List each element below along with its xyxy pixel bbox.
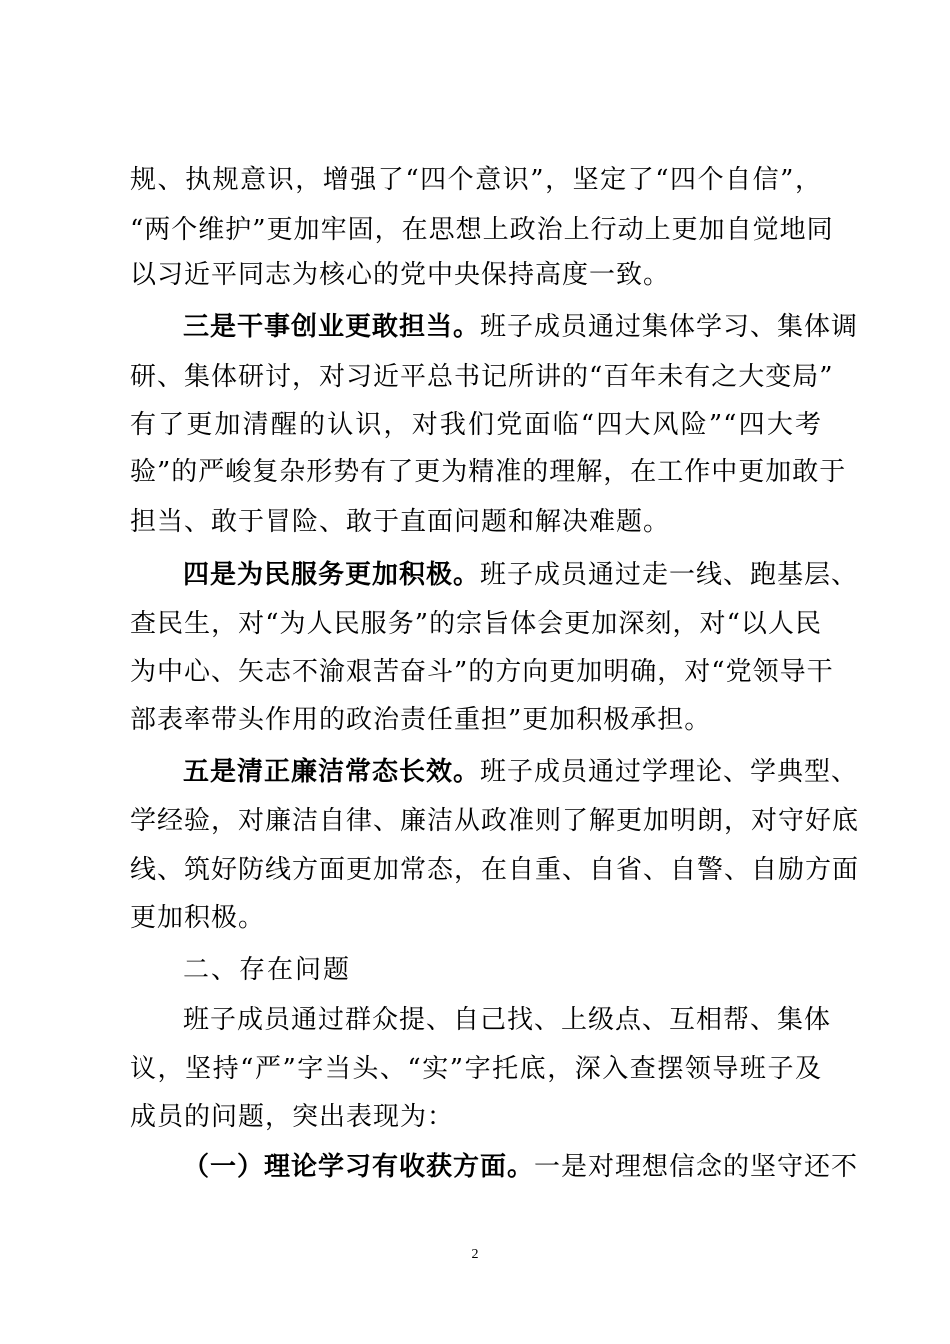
section-paragraph-line-3: 成员的问题，突出表现为： xyxy=(130,1102,455,1132)
section-heading: 二、存在问题 xyxy=(183,955,352,985)
paragraph-2-line-2: 研、集体研讨，对习近平总书记所讲的“百年未有之大变局” xyxy=(130,362,834,392)
last-paragraph-line-1 xyxy=(183,1147,859,1187)
paragraph-3-line-2: 查民生，对“为人民服务”的宗旨体会更加深刻，对“以人民 xyxy=(130,609,822,639)
paragraph-2-line-4: 验”的严峻复杂形势有了更为精准的理解，在工作中更加敢于 xyxy=(130,457,847,487)
paragraph-4-line-3: 线、筑好防线方面更加常态，在自重、自省、自警、自励方面 xyxy=(130,855,860,885)
paragraph-1-line-2: “两个维护”更加牢固，在思想上政治上行动上更加自觉地同 xyxy=(130,215,834,245)
paragraph-3-line-1 xyxy=(183,555,859,595)
section-paragraph-line-1: 班子成员通过群众提、自己找、上级点、互相帮、集体 xyxy=(183,1005,832,1035)
paragraph-4-lead: 五是清正廉洁常态长效。 xyxy=(183,757,481,787)
paragraph-4-line-1 xyxy=(183,752,859,792)
paragraph-4-line-2: 学经验，对廉洁自律、廉洁从政准则了解更加明朗，对守好底 xyxy=(130,806,860,836)
last-paragraph-rest: 一是对理想信念的坚守还不 xyxy=(534,1152,859,1182)
paragraph-1-line-3: 以习近平同志为核心的党中央保持高度一致。 xyxy=(130,260,671,290)
paragraph-3-line-3: 为中心、矢志不渝艰苦奋斗”的方向更加明确，对“党领导干 xyxy=(130,657,834,687)
paragraph-4-first-rest: 班子成员通过学理论、学典型、 xyxy=(480,757,859,787)
section-paragraph-line-2: 议，坚持“严”字当头、“实”字托底，深入查摆领导班子及 xyxy=(130,1054,822,1084)
paragraph-3-first-rest: 班子成员通过走一线、跑基层、 xyxy=(480,560,859,590)
paragraph-3-line-4: 部表率带头作用的政治责任重担”更加积极承担。 xyxy=(130,705,712,735)
last-paragraph-lead: （一）理论学习有收获方面。 xyxy=(183,1152,535,1182)
paragraph-3-lead: 四是为民服务更加积极。 xyxy=(183,560,481,590)
paragraph-2-first-rest: 班子成员通过集体学习、集体调 xyxy=(480,312,859,342)
paragraph-2-line-1 xyxy=(183,307,859,347)
paragraph-1-line-1: 规、执规意识，增强了“四个意识”，坚定了“四个自信”， xyxy=(130,165,822,195)
page-number: 2 xyxy=(471,1247,479,1262)
paragraph-2-line-5: 担当、敢于冒险、敢于直面问题和解决难题。 xyxy=(130,507,671,537)
paragraph-4-line-4: 更加积极。 xyxy=(130,903,266,933)
paragraph-2-line-3: 有了更加清醒的认识，对我们党面临“四大风险”“四大考 xyxy=(130,410,822,440)
paragraph-2-lead: 三是干事创业更敢担当。 xyxy=(183,312,481,342)
